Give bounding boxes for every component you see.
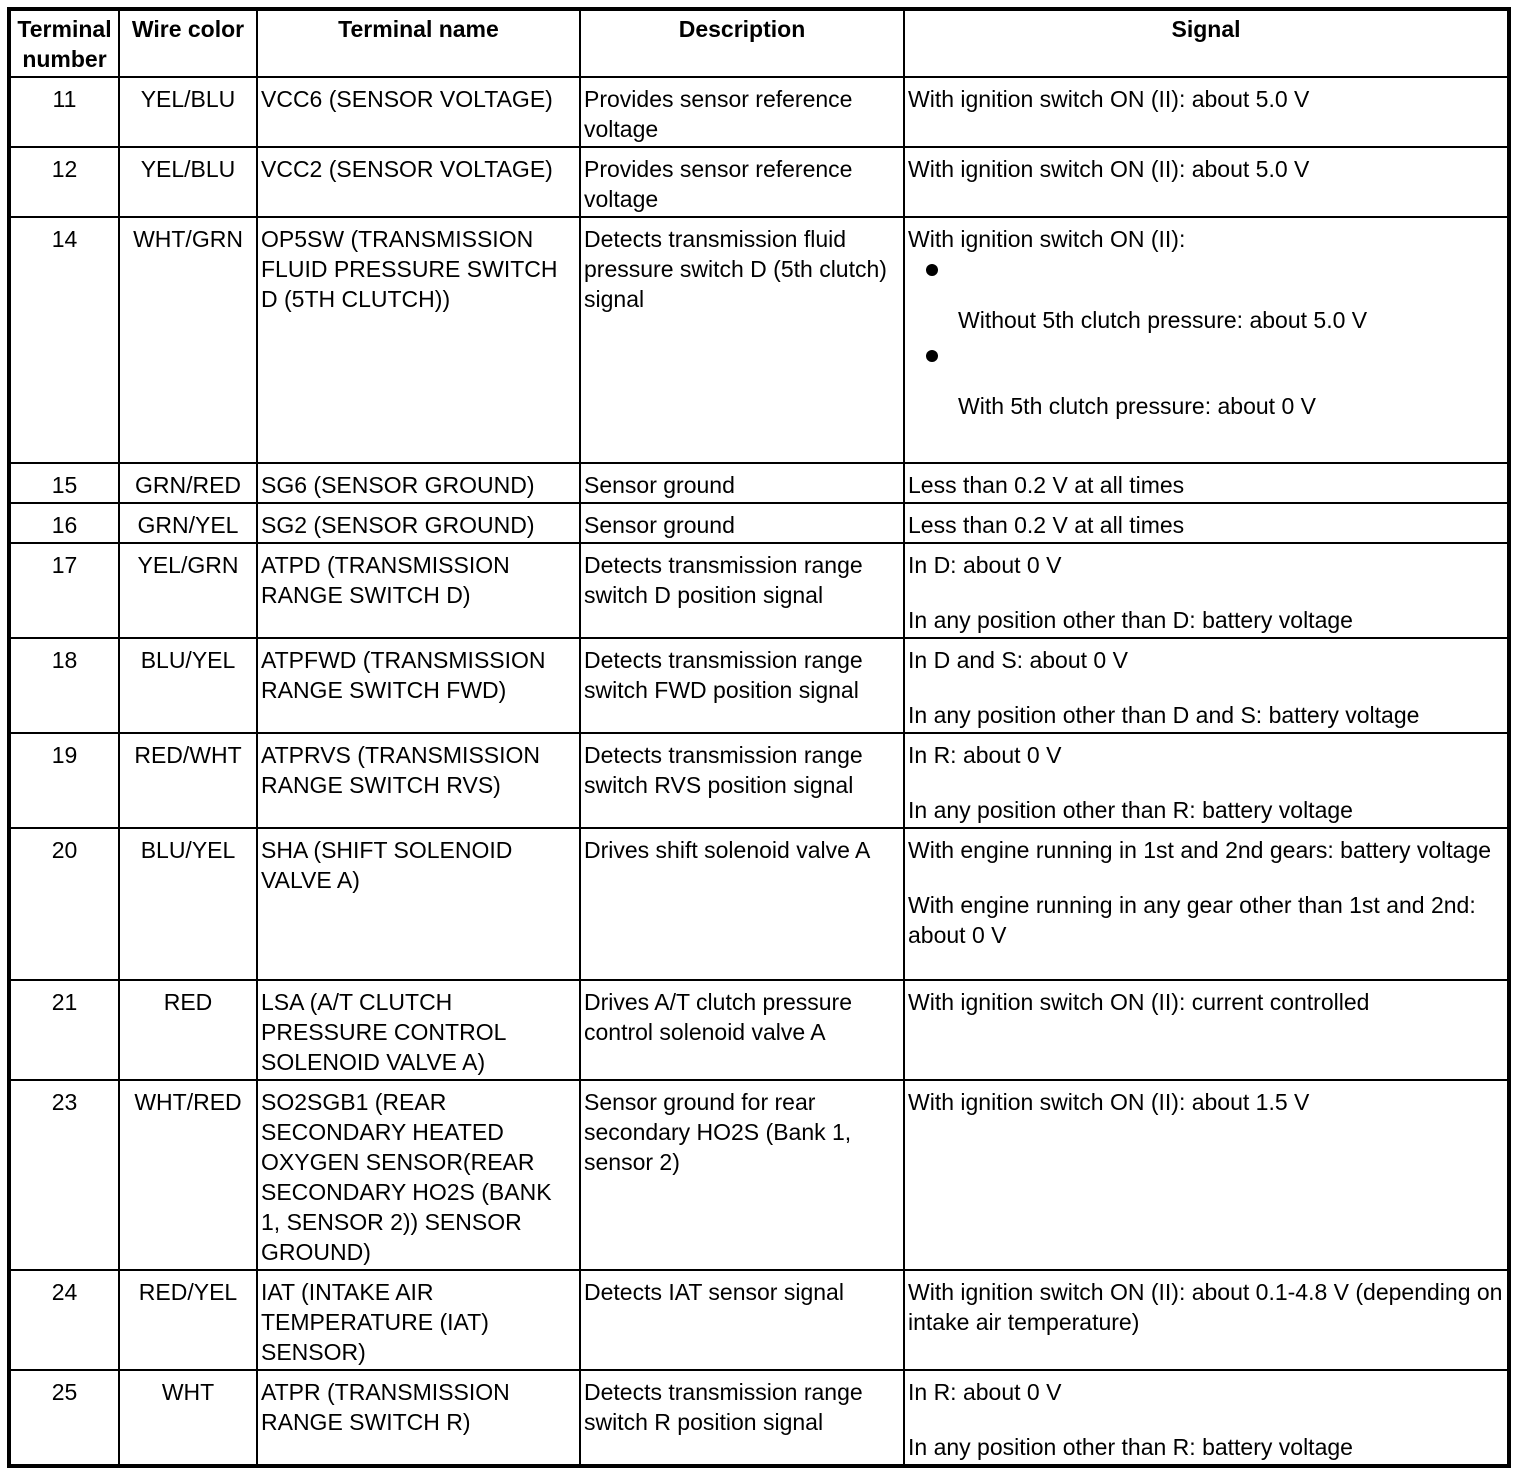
signal-text: With ignition switch ON (II): about 0.1-4.8 V (depending on intake air temperature) [908, 1279, 1503, 1335]
signal-text: With engine running in any gear other than 1st and 2nd: about 0 V [908, 892, 1476, 948]
header-signal: Signal [904, 9, 1509, 77]
terminal-name-cell: SO2SGB1 (REAR SECONDARY HEATED OXYGEN SENSOR(REAR SECONDARY HO2S (BANK 1, SENSOR 2)) SENSOR GROUND) [257, 1080, 580, 1270]
signal-text: With ignition switch ON (II): about 5.0 V [908, 86, 1310, 112]
signal-text: In D: about 0 V [908, 552, 1062, 578]
description-cell: Detects transmission range switch FWD position signal [580, 638, 904, 733]
header-terminal-name: Terminal name [257, 9, 580, 77]
terminal-name-cell: SG6 (SENSOR GROUND) [257, 463, 580, 503]
terminal-name-cell: SG2 (SENSOR GROUND) [257, 503, 580, 543]
table-row [9, 77, 1509, 147]
terminal-number-cell: 15 [9, 463, 119, 503]
terminal-number-cell: 24 [9, 1270, 119, 1370]
signal-cell [904, 1270, 1509, 1370]
table-row [9, 828, 1509, 980]
wire-color-cell: WHT/RED [119, 1080, 257, 1270]
terminal-number-cell: 11 [9, 77, 119, 147]
signal-text: In R: about 0 V [908, 742, 1062, 768]
signal-text: In any position other than R: battery voltage [908, 797, 1353, 823]
wire-color-cell: YEL/BLU [119, 147, 257, 217]
description-cell: Provides sensor reference voltage [580, 147, 904, 217]
header-terminal-number: Terminal number [9, 9, 119, 77]
signal-text: With engine running in 1st and 2nd gears: battery voltage [908, 837, 1492, 863]
signal-cell [904, 503, 1509, 543]
description-cell: Detects transmission range switch RVS position signal [580, 733, 904, 828]
signal-text: Without 5th clutch pressure: about 5.0 V [958, 307, 1368, 333]
terminal-name-cell: VCC6 (SENSOR VOLTAGE) [257, 77, 580, 147]
wire-color-cell: WHT [119, 1370, 257, 1466]
table-row [9, 463, 1509, 503]
description-cell: Detects transmission range switch D position signal [580, 543, 904, 638]
table-row [9, 733, 1509, 828]
table-row [9, 1270, 1509, 1370]
terminal-table [7, 7, 1511, 1468]
signal-text: In D and S: about 0 V [908, 647, 1128, 673]
table-row [9, 217, 1509, 463]
terminal-name-cell: ATPRVS (TRANSMISSION RANGE SWITCH RVS) [257, 733, 580, 828]
header-row [9, 9, 1509, 77]
terminal-number-cell: 19 [9, 733, 119, 828]
wire-color-cell: WHT/GRN [119, 217, 257, 463]
description-cell: Sensor ground for rear secondary HO2S (Bank 1, sensor 2) [580, 1080, 904, 1270]
signal-cell [904, 828, 1509, 980]
terminal-number-cell: 25 [9, 1370, 119, 1466]
signal-cell [904, 543, 1509, 638]
description-cell: Provides sensor reference voltage [580, 77, 904, 147]
terminal-name-cell: ATPR (TRANSMISSION RANGE SWITCH R) [257, 1370, 580, 1466]
table-body [9, 77, 1509, 1466]
table-row [9, 147, 1509, 217]
wire-color-cell: YEL/GRN [119, 543, 257, 638]
signal-cell [904, 733, 1509, 828]
signal-text: With ignition switch ON (II): about 5.0 V [908, 156, 1310, 182]
signal-text: With 5th clutch pressure: about 0 V [958, 393, 1316, 419]
wire-color-cell: BLU/YEL [119, 638, 257, 733]
terminal-number-cell: 17 [9, 543, 119, 638]
bullet-icon [926, 264, 938, 276]
terminal-number-cell: 12 [9, 147, 119, 217]
terminal-name-cell: SHA (SHIFT SOLENOID VALVE A) [257, 828, 580, 980]
terminal-number-cell: 16 [9, 503, 119, 543]
signal-bullet-item [908, 264, 1504, 335]
signal-text: In any position other than D: battery voltage [908, 607, 1353, 633]
header-wire-color: Wire color [119, 9, 257, 77]
wire-color-cell: BLU/YEL [119, 828, 257, 980]
terminal-name-cell: ATPFWD (TRANSMISSION RANGE SWITCH FWD) [257, 638, 580, 733]
signal-cell [904, 147, 1509, 217]
table-row [9, 980, 1509, 1080]
signal-text: With ignition switch ON (II): about 1.5 V [908, 1089, 1310, 1115]
wire-color-cell: YEL/BLU [119, 77, 257, 147]
table-row [9, 503, 1509, 543]
terminal-name-cell: ATPD (TRANSMISSION RANGE SWITCH D) [257, 543, 580, 638]
signal-text: Less than 0.2 V at all times [908, 512, 1185, 538]
table-row [9, 1080, 1509, 1270]
bullet-icon [926, 350, 938, 362]
signal-cell [904, 1080, 1509, 1270]
signal-cell [904, 77, 1509, 147]
terminal-name-cell: VCC2 (SENSOR VOLTAGE) [257, 147, 580, 217]
wire-color-cell: RED/YEL [119, 1270, 257, 1370]
signal-text: Less than 0.2 V at all times [908, 472, 1185, 498]
signal-text: In any position other than D and S: battery voltage [908, 702, 1420, 728]
terminal-name-cell: LSA (A/T CLUTCH PRESSURE CONTROL SOLENOID VALVE A) [257, 980, 580, 1080]
signal-bullet-item [908, 350, 1504, 421]
signal-text: With ignition switch ON (II): current controlled [908, 989, 1370, 1015]
terminal-name-cell: OP5SW (TRANSMISSION FLUID PRESSURE SWITCH D (5TH CLUTCH)) [257, 217, 580, 463]
signal-text: With ignition switch ON (II): [908, 226, 1186, 252]
description-cell: Detects IAT sensor signal [580, 1270, 904, 1370]
signal-cell [904, 980, 1509, 1080]
terminal-number-cell: 14 [9, 217, 119, 463]
signal-text: In R: about 0 V [908, 1379, 1062, 1405]
header-description: Description [580, 9, 904, 77]
wire-color-cell: GRN/RED [119, 463, 257, 503]
signal-cell [904, 463, 1509, 503]
wire-color-cell: RED [119, 980, 257, 1080]
wire-color-cell: RED/WHT [119, 733, 257, 828]
terminal-name-cell: IAT (INTAKE AIR TEMPERATURE (IAT) SENSOR) [257, 1270, 580, 1370]
signal-text: In any position other than R: battery voltage [908, 1434, 1353, 1460]
terminal-number-cell: 18 [9, 638, 119, 733]
table-row [9, 638, 1509, 733]
terminal-number-cell: 21 [9, 980, 119, 1080]
wire-color-cell: GRN/YEL [119, 503, 257, 543]
description-cell: Detects transmission range switch R position signal [580, 1370, 904, 1466]
description-cell: Drives A/T clutch pressure control solenoid valve A [580, 980, 904, 1080]
terminal-number-cell: 23 [9, 1080, 119, 1270]
description-cell: Sensor ground [580, 503, 904, 543]
table-row [9, 543, 1509, 638]
signal-cell [904, 638, 1509, 733]
table-header [9, 9, 1509, 77]
description-cell: Sensor ground [580, 463, 904, 503]
table-row [9, 1370, 1509, 1466]
signal-cell [904, 1370, 1509, 1466]
signal-cell [904, 217, 1509, 463]
terminal-number-cell: 20 [9, 828, 119, 980]
description-cell: Drives shift solenoid valve A [580, 828, 904, 980]
description-cell: Detects transmission fluid pressure switch D (5th clutch) signal [580, 217, 904, 463]
